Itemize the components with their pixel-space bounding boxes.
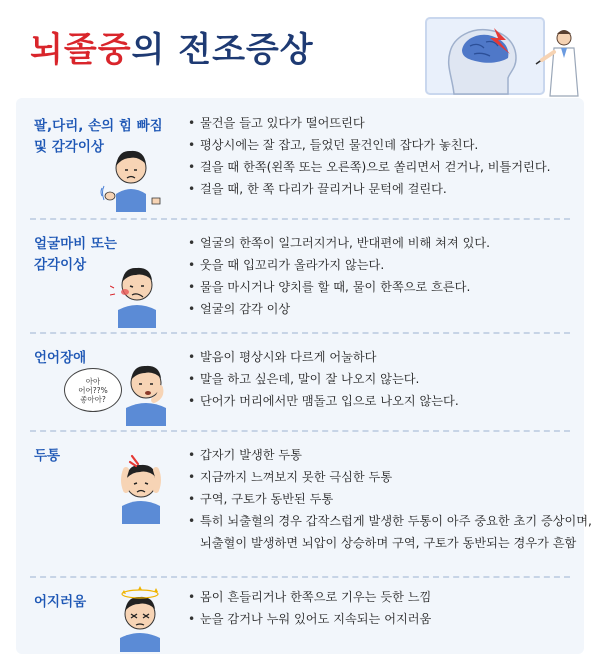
list-item: • 몸이 흔들리거나 한쪽으로 기우는 듯한 느낌	[188, 586, 431, 608]
symptom-list	[188, 346, 459, 412]
title-red-part: 뇌졸중	[30, 30, 132, 70]
list-item: • 얼굴의 한쪽이 일그러지거나, 반대편에 비해 쳐져 있다.	[188, 232, 490, 254]
person-headache-icon	[112, 452, 170, 524]
symptom-list	[188, 444, 592, 554]
section-facial-paralysis	[16, 220, 584, 332]
page-title	[30, 22, 314, 71]
section-title: 두통	[34, 448, 61, 464]
list-item: • 얼굴의 감각 이상	[188, 298, 490, 320]
symptom-list	[188, 586, 431, 630]
person-face-numb-icon	[110, 258, 164, 328]
list-item: • 물을 마시거나 양치를 할 때, 물이 한쪽으로 흐른다.	[188, 276, 490, 298]
doctor-brain-illustration	[424, 14, 584, 98]
list-item: • 걸을 때, 한 쪽 다리가 끌리거나 문턱에 걸린다.	[188, 178, 550, 200]
list-item: • 갑자기 발생한 두통	[188, 444, 592, 466]
list-item: • 평상시에는 잘 잡고, 들었던 물건인데 잡다가 놓친다.	[188, 134, 550, 156]
symptom-list	[188, 112, 550, 200]
list-item: • 발음이 평상시와 다르게 어눌하다	[188, 346, 459, 368]
list-item: • 구역, 구토가 동반된 두통	[188, 488, 592, 510]
person-dizzy-icon	[112, 582, 168, 652]
list-item: • 웃을 때 입꼬리가 올라가지 않는다.	[188, 254, 490, 276]
speech-bubble: 아아 어어??% 좋아아?	[64, 368, 122, 412]
section-headache	[16, 432, 592, 576]
list-item: • 눈을 감거나 누워 있어도 지속되는 어지러움	[188, 608, 431, 630]
section-speech-disorder	[16, 334, 584, 430]
symptom-list	[188, 232, 490, 320]
list-item: • 지금까지 느껴보지 못한 극심한 두통	[188, 466, 592, 488]
title-navy-part: 의 전조증상	[131, 30, 314, 70]
list-item: • 말을 하고 싶은데, 말이 잘 나오지 않는다.	[188, 368, 459, 390]
list-item: • 특히 뇌출혈의 경우 갑작스럽게 발생한 두통이 아주 중요한 초기 증상이며,	[188, 510, 592, 532]
list-item: • 물건을 들고 있다가 떨어뜨린다	[188, 112, 550, 134]
section-title: 어지러움	[34, 594, 87, 610]
list-item: • 단어가 머리에서만 맴돌고 입으로 나오지 않는다.	[188, 390, 459, 412]
section-title: 팔,다리, 손의 힘 빠짐 및 감각이상	[34, 118, 163, 155]
list-item: • 걸을 때 한쪽(왼쪽 또는 오른쪽)으로 쏠리면서 걷거나, 비틀거린다.	[188, 156, 550, 178]
person-speaking-icon	[118, 356, 174, 426]
section-dizziness	[16, 578, 584, 654]
list-item-continuation: 뇌출혈이 발생하면 뇌압이 상승하며 구역, 구토가 동반되는 경우가 흔함	[200, 536, 577, 550]
header	[0, 0, 600, 98]
section-title: 얼굴마비 또는 감각이상	[34, 236, 117, 273]
section-title: 언어장애	[34, 350, 87, 366]
section-limb-weakness	[16, 98, 584, 218]
symptoms-card	[16, 98, 592, 654]
person-shaky-hand-icon	[100, 140, 162, 212]
